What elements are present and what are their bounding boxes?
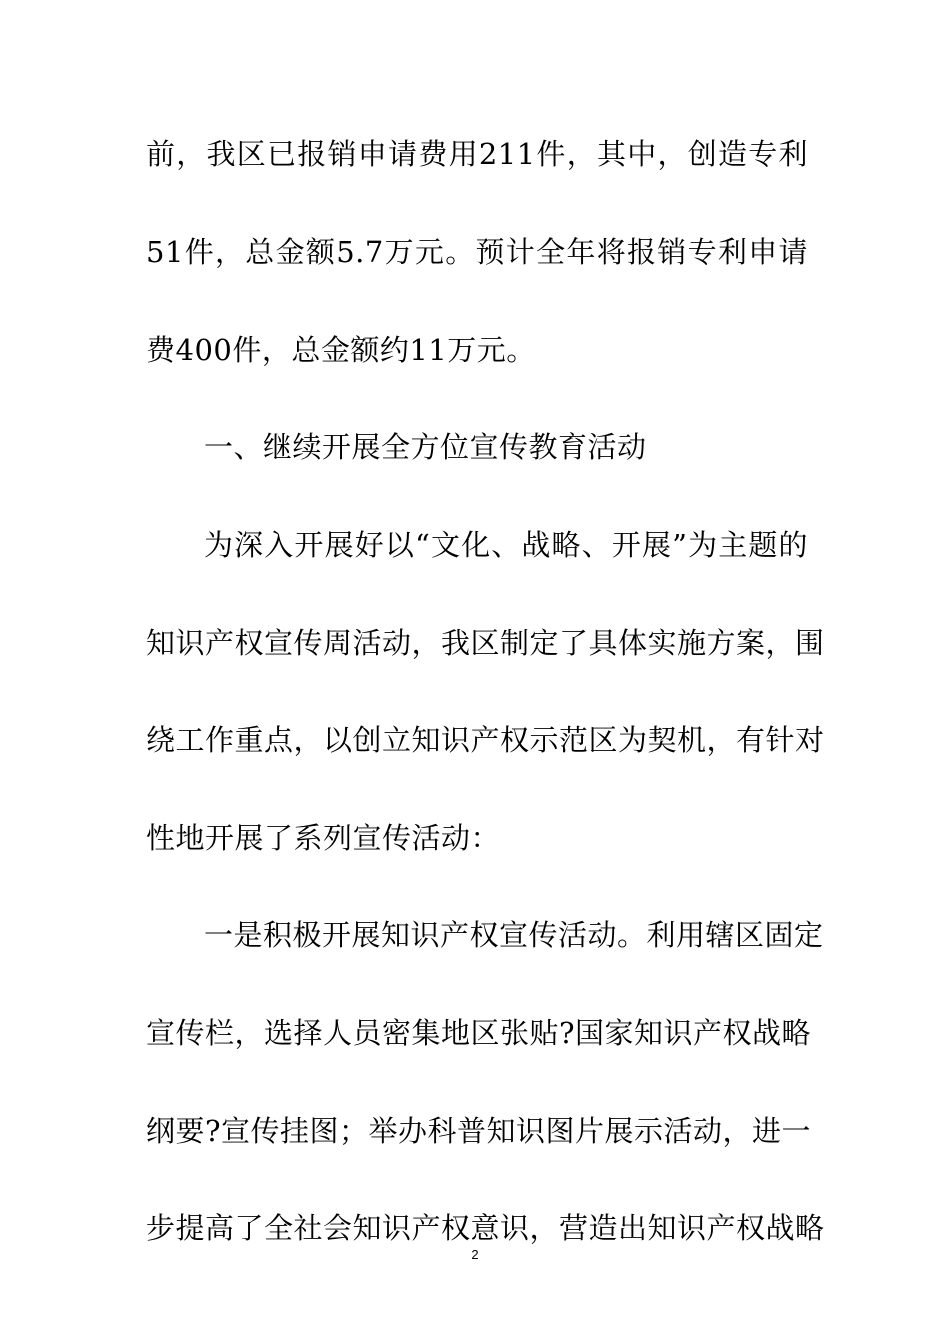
- text-line-9: 一是积极开展知识产权宣传活动。利用辖区固定: [204, 918, 824, 952]
- text-line-10: 宣传栏，选择人员密集地区张贴?国家知识产权战略: [146, 1016, 812, 1050]
- text-line-12: 步提高了全社会知识产权意识，营造出知识产权战略: [146, 1211, 825, 1245]
- text-line-7: 绕工作重点，以创立知识产权示范区为契机，有针对: [146, 723, 825, 757]
- text-line-1: 前，我区已报销申请费用211件，其中，创造专利: [146, 137, 808, 171]
- text-line-8: 性地开展了系列宣传活动：: [146, 821, 501, 855]
- text-line-2: 51件，总金额5.7万元。预计全年将报销专利申请: [146, 235, 808, 269]
- text-line-5: 为深入开展好以“文化、战略、开展”为主题的: [204, 528, 808, 562]
- text-line-6: 知识产权宣传周活动，我区制定了具体实施方案，围: [146, 626, 825, 660]
- page-number: 2: [471, 1247, 479, 1262]
- text-line-3: 费400件，总金额约11万元。: [146, 333, 536, 367]
- section-heading: 一、继续开展全方位宣传教育活动: [204, 430, 647, 464]
- text-line-11: 纲要?宣传挂图；举办科普知识图片展示活动，进一: [146, 1114, 812, 1148]
